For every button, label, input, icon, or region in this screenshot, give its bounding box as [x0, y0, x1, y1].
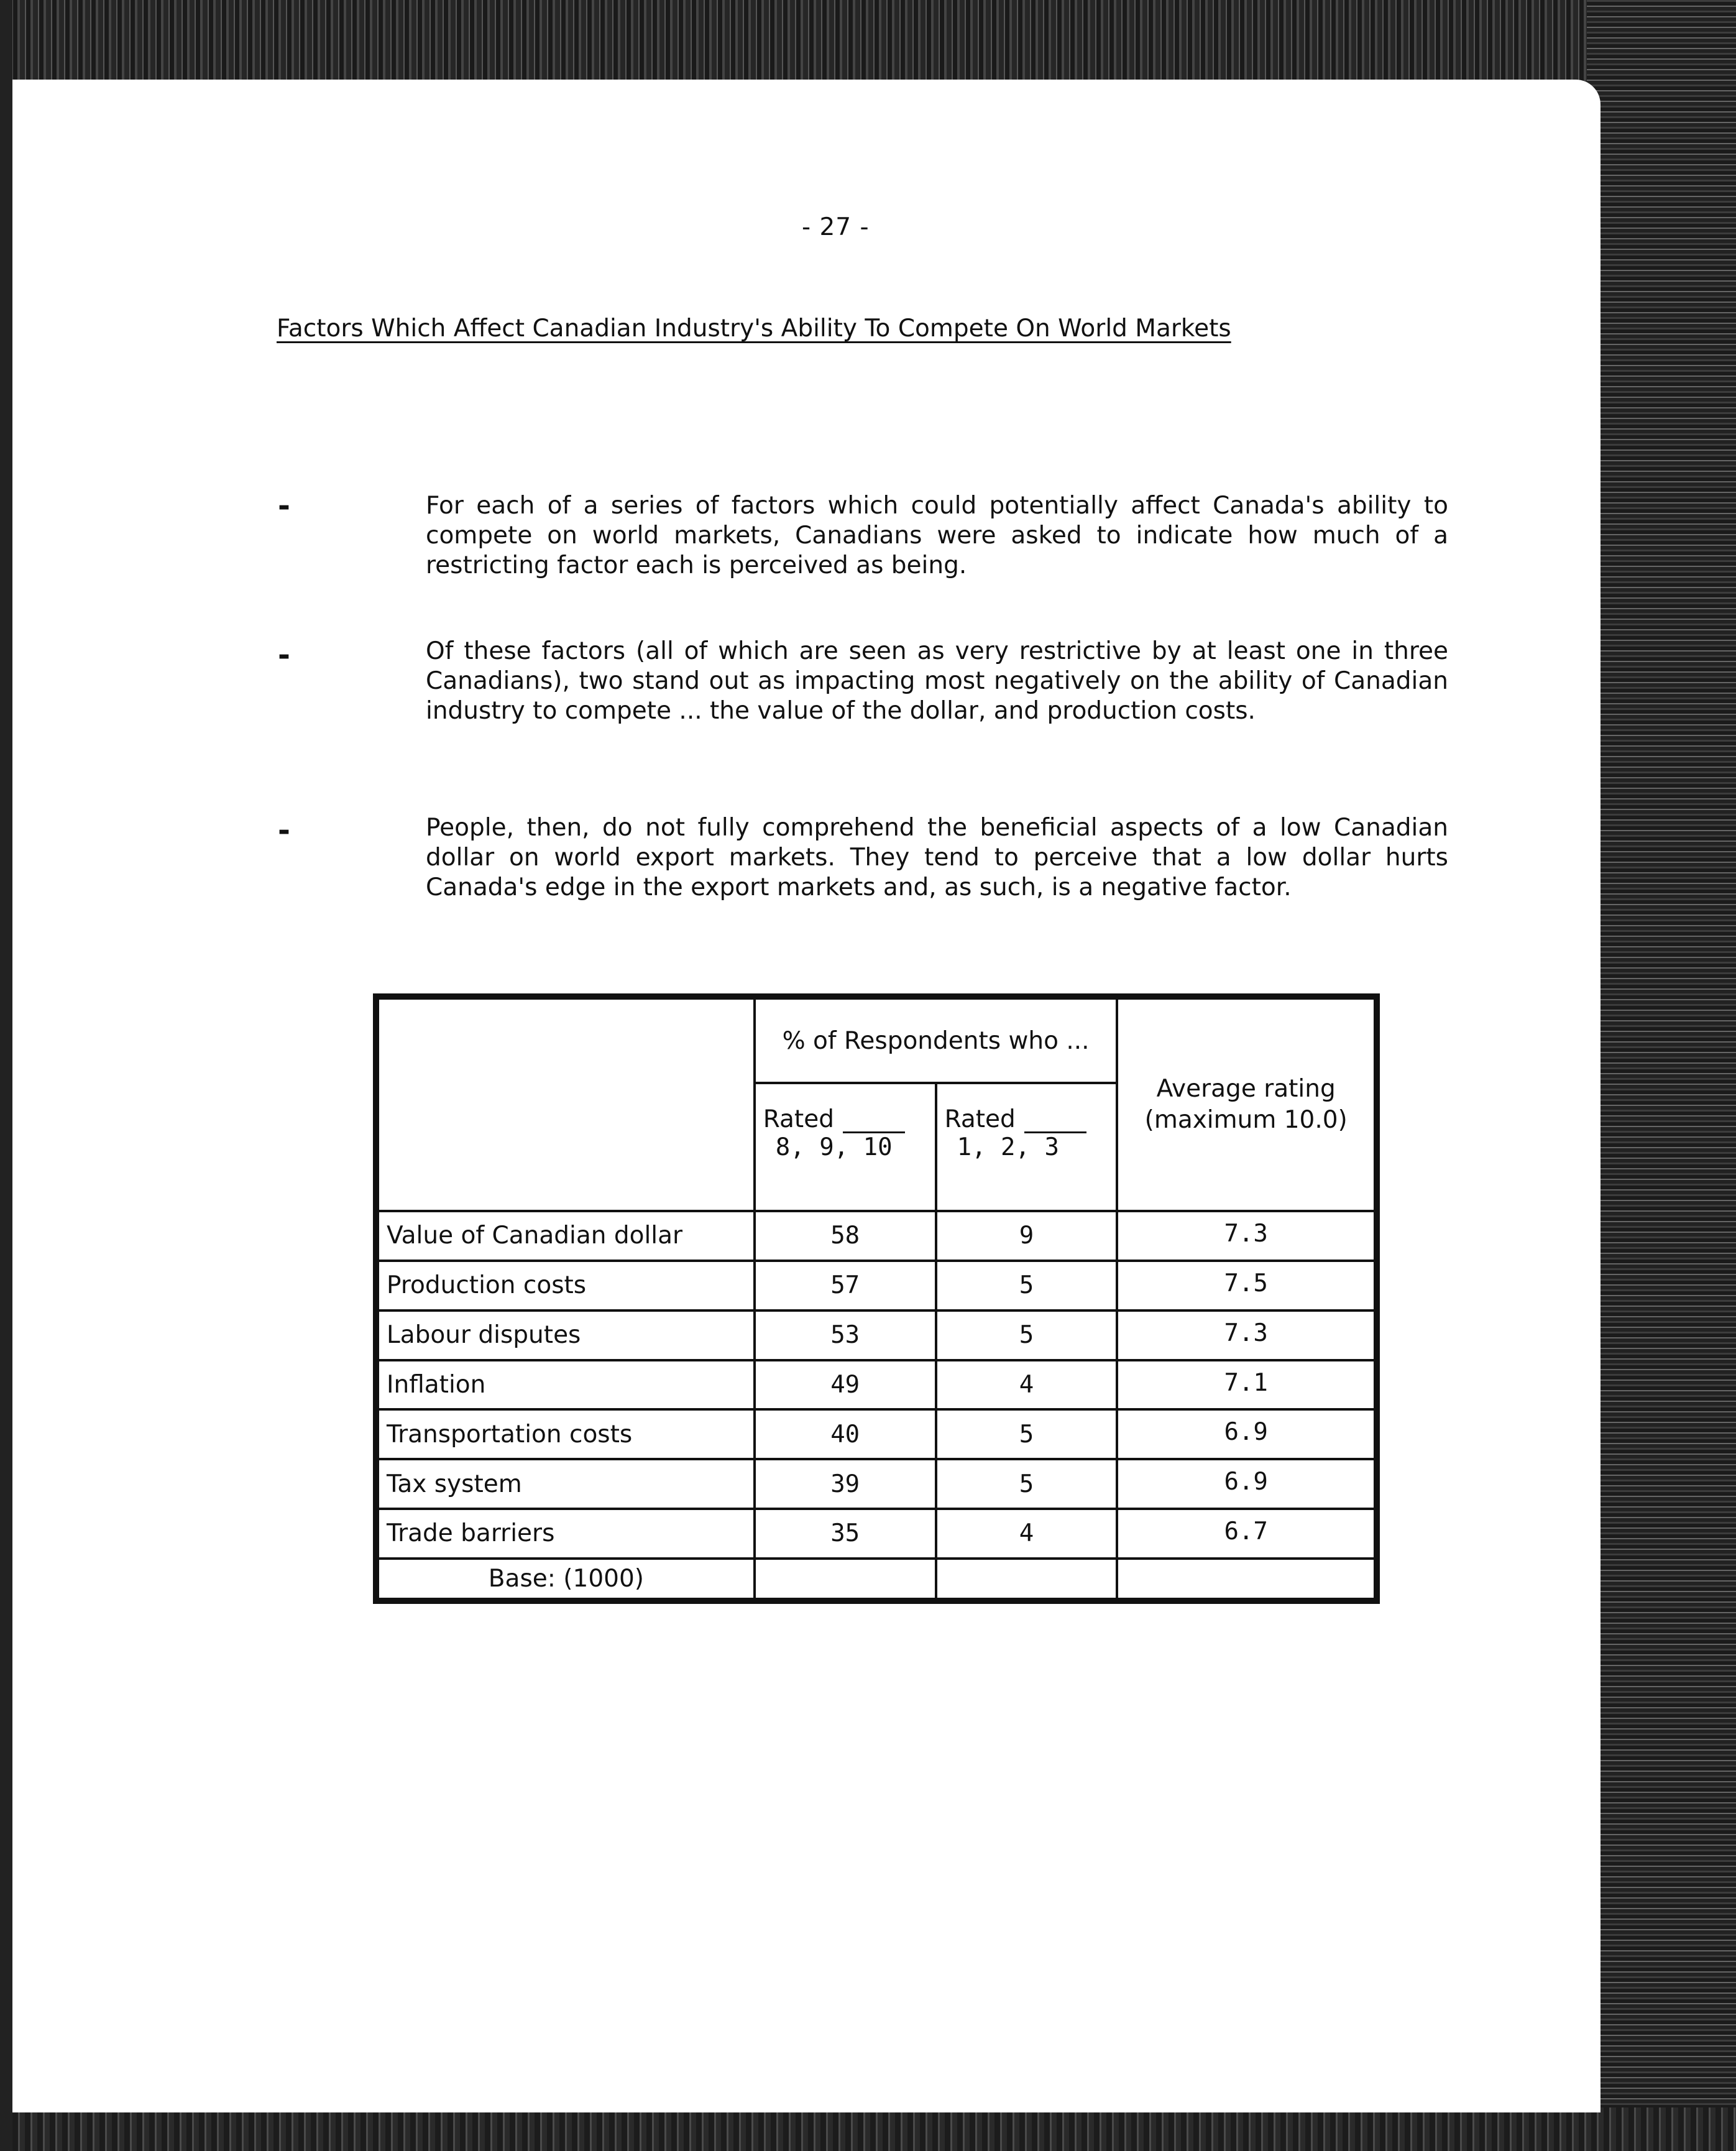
rated-low-value: 4	[936, 1360, 1118, 1410]
factor-label: Trade barriers	[376, 1509, 755, 1559]
empty-cell	[755, 1559, 936, 1601]
scan-border-top	[0, 0, 1736, 81]
rated-high-value: 49	[755, 1360, 936, 1410]
rated-low-value: 9	[936, 1211, 1118, 1261]
table-row	[376, 1509, 1377, 1559]
factor-label: Inflation	[376, 1360, 755, 1410]
table-corner-cell	[376, 997, 755, 1211]
bullet-marker: -	[278, 813, 290, 848]
table-row	[376, 1310, 1377, 1360]
average-rating-header-line2: (maximum 10.0)	[1144, 1106, 1348, 1134]
respondents-group-header: % of Respondents who ...	[755, 997, 1118, 1083]
table-row	[376, 1360, 1377, 1410]
factor-label: Value of Canadian dollar	[376, 1211, 755, 1261]
average-rating-value: 6.9	[1117, 1459, 1377, 1509]
average-rating-value: 7.3	[1117, 1310, 1377, 1360]
rated-low-label: Rated	[944, 1105, 1016, 1133]
empty-cell	[1117, 1559, 1377, 1601]
rated-high-header	[755, 1083, 936, 1211]
average-rating-value: 6.9	[1117, 1409, 1377, 1459]
rated-low-value: 5	[936, 1409, 1118, 1459]
average-rating-header-line1: Average rating	[1156, 1075, 1336, 1103]
rated-low-value: 5	[936, 1310, 1118, 1360]
average-rating-header	[1117, 997, 1377, 1211]
average-rating-value: 6.7	[1117, 1509, 1377, 1559]
bullet-marker: -	[278, 638, 290, 673]
table-row	[376, 1261, 1377, 1310]
rated-low-value: 5	[936, 1261, 1118, 1310]
bullet-paragraph: People, then, do not fully comprehend the beneficial aspects of a low Canadian dollar on world export markets. They tend to perceive that a low dollar hurts Canada's edge in the export markets and, as such, is a negative factor.	[426, 814, 1448, 901]
rated-low-value: 5	[936, 1459, 1118, 1509]
base-label: Base: (1000)	[376, 1559, 755, 1601]
scan-border-bottom	[0, 2107, 1736, 2151]
factor-label: Labour disputes	[376, 1310, 755, 1360]
table-base-row	[376, 1559, 1377, 1601]
rated-high-label: Rated	[763, 1105, 834, 1133]
rated-high-value: 58	[755, 1211, 936, 1261]
page-number: - 27 -	[802, 213, 870, 241]
table-row	[376, 1459, 1377, 1509]
rated-high-value: 53	[755, 1310, 936, 1360]
document-page	[12, 80, 1601, 2112]
factor-label: Production costs	[376, 1261, 755, 1310]
table-row	[376, 1211, 1377, 1261]
factor-label: Tax system	[376, 1459, 755, 1509]
scan-border-right	[1587, 0, 1736, 2151]
rated-low-values: 1, 2, 3	[957, 1133, 1059, 1161]
average-rating-value: 7.1	[1117, 1360, 1377, 1410]
rated-high-values: 8, 9, 10	[775, 1133, 893, 1161]
rated-high-value: 40	[755, 1409, 936, 1459]
section-heading: Factors Which Affect Canadian Industry's Ability To Compete On World Markets	[277, 315, 1231, 343]
rated-high-value: 35	[755, 1509, 936, 1559]
rated-low-value: 4	[936, 1509, 1118, 1559]
rated-high-value: 57	[755, 1261, 936, 1310]
empty-cell	[936, 1559, 1118, 1601]
average-rating-value: 7.3	[1117, 1211, 1377, 1261]
rated-high-value: 39	[755, 1459, 936, 1509]
factors-table	[373, 993, 1380, 1604]
bullet-marker: -	[278, 489, 290, 523]
table-row	[376, 1409, 1377, 1459]
bullet-paragraph: For each of a series of factors which could potentially affect Canada's ability to compete on world markets, Canadians were asked to indicate how much of a restricting factor each is perceived as being.	[426, 492, 1448, 579]
scan-border-left	[0, 0, 12, 2151]
factor-label: Transportation costs	[376, 1409, 755, 1459]
bullet-paragraph: Of these factors (all of which are seen as very restrictive by at least one in three Canadians), two stand out as impacting most negatively on the ability of Canadian industry to compete ... the value of the dollar, and production costs.	[426, 637, 1448, 725]
average-rating-value: 7.5	[1117, 1261, 1377, 1310]
rated-low-header	[936, 1083, 1118, 1211]
